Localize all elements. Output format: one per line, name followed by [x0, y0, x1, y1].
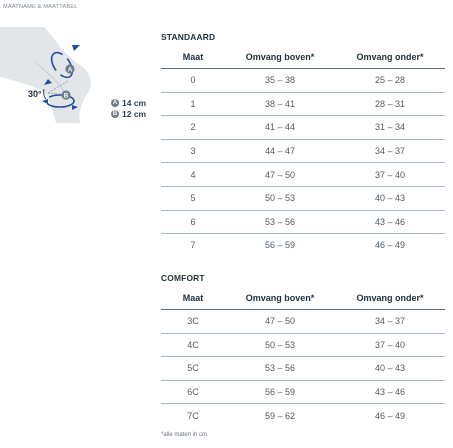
- lower-cell: 28 – 31: [335, 92, 445, 116]
- angle-label: 30°: [28, 89, 42, 99]
- legend-value-b: 12 cm: [122, 108, 147, 119]
- upper-cell: 35 – 38: [225, 69, 335, 93]
- size-cell: 3C: [161, 310, 225, 334]
- lower-arrow-tail: [42, 99, 48, 104]
- column-header-size: Maat: [161, 45, 225, 69]
- size-cell: 5C: [161, 357, 225, 381]
- lower-cell: 40 – 43: [335, 357, 445, 381]
- lower-cell: 40 – 43: [335, 186, 445, 210]
- upper-cell: 59 – 62: [264, 410, 296, 421]
- column-header-lower: Omvang onder*: [335, 286, 445, 310]
- upper-arrow-head: [72, 45, 80, 51]
- table-row: [161, 210, 445, 234]
- upper-cell: 44 – 47: [225, 139, 335, 163]
- marker-b-label: B: [63, 92, 69, 100]
- table-row: [161, 69, 445, 93]
- lower-cell: 37 – 40: [335, 163, 445, 187]
- table-header-row: [161, 286, 445, 310]
- column-header-upper: Omvang boven*: [225, 286, 335, 310]
- table-row: [161, 234, 445, 257]
- comfort-size-table: [161, 286, 445, 427]
- upper-cell: 41 – 44: [225, 116, 335, 140]
- footnote: *alle maten in cm: [161, 432, 208, 438]
- lower-cell: 43 – 46: [335, 210, 445, 234]
- size-cell: 1: [161, 92, 225, 116]
- table-row: [161, 186, 445, 210]
- size-cell: 6: [161, 210, 225, 234]
- upper-cell: 53 – 56: [225, 357, 335, 381]
- table-row: [161, 139, 445, 163]
- table-row: [161, 92, 445, 116]
- table-row: [161, 333, 445, 357]
- size-cell: 7C: [187, 410, 199, 421]
- size-cell: 6C: [161, 380, 225, 404]
- upper-cell: 47 – 50: [225, 163, 335, 187]
- size-cell: 0: [161, 69, 225, 93]
- lower-cell: 46 – 49: [374, 410, 406, 421]
- legend-row-b: [111, 108, 146, 119]
- lower-cell: 25 – 28: [335, 69, 445, 93]
- upper-cell: 50 – 53: [225, 333, 335, 357]
- legend-value-a: 14 cm: [122, 97, 147, 108]
- size-cell: 5: [161, 186, 225, 210]
- comfort-table-title: COMFORT: [161, 273, 205, 283]
- upper-cell: 56 – 59: [264, 240, 296, 251]
- table-header-row: [161, 45, 445, 69]
- standard-size-table: [161, 45, 445, 257]
- size-cell: 3: [161, 139, 225, 163]
- table-row: [161, 357, 445, 381]
- upper-cell: 53 – 56: [225, 210, 335, 234]
- lower-cell: 34 – 37: [335, 310, 445, 334]
- lower-cell: 43 – 46: [335, 380, 445, 404]
- legend-letter-a: A: [112, 99, 118, 106]
- size-cell: 7: [190, 240, 196, 251]
- table-row: [161, 380, 445, 404]
- lower-cell: 34 – 37: [335, 139, 445, 163]
- page-title: MAATNAME & MAATTABEL: [3, 4, 78, 10]
- leg-shape: [0, 27, 91, 123]
- table-row: [161, 163, 445, 187]
- size-cell: 4C: [161, 333, 225, 357]
- lower-cell: 31 – 34: [335, 116, 445, 140]
- size-cell: 2: [161, 116, 225, 140]
- marker-a-label: A: [67, 66, 73, 74]
- column-header-lower: Omvang onder*: [335, 45, 445, 69]
- size-cell: 4: [161, 163, 225, 187]
- lower-cell: 46 – 49: [374, 240, 406, 251]
- table-row: [161, 404, 445, 427]
- standard-table-title: STANDAARD: [161, 32, 216, 42]
- column-header-upper: Omvang boven*: [225, 45, 335, 69]
- legend-row-a: [111, 97, 146, 108]
- upper-cell: 47 – 50: [225, 310, 335, 334]
- measurement-legend: [111, 97, 146, 119]
- column-header-size: Maat: [161, 286, 225, 310]
- table-row: [161, 116, 445, 140]
- legend-letter-b: B: [112, 110, 118, 117]
- table-row: [161, 310, 445, 334]
- upper-cell: 56 – 59: [225, 380, 335, 404]
- upper-cell: 50 – 53: [225, 186, 335, 210]
- lower-cell: 37 – 40: [335, 333, 445, 357]
- upper-cell: 38 – 41: [225, 92, 335, 116]
